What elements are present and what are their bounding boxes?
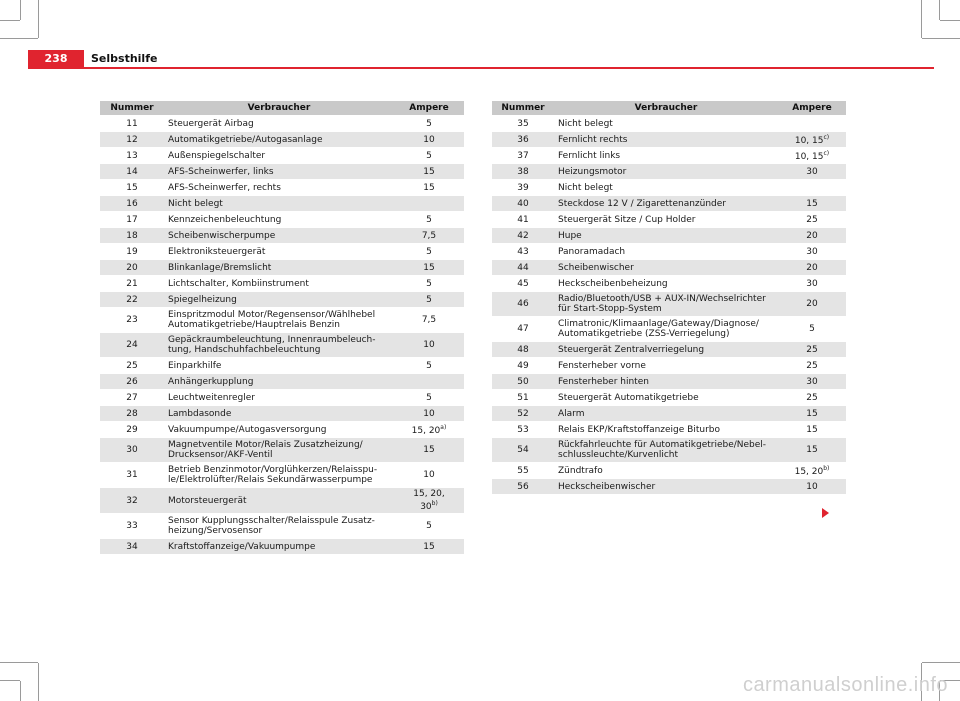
fuse-number: 30 (100, 438, 164, 462)
fuse-load: Climatronic/Klimaanlage/Gateway/Diagnose/ Automatikgetriebe (ZSS-Verriegelung) (554, 317, 778, 341)
crop-mark (20, 681, 21, 701)
fuse-ampere (394, 148, 464, 163)
crop-mark (0, 662, 38, 663)
fuse-ampere (778, 244, 846, 259)
fuse-number: 54 (492, 438, 554, 462)
ampere-value: 25 (806, 344, 818, 355)
fuse-table-right (492, 100, 846, 495)
crop-mark (0, 20, 20, 21)
fuse-number: 20 (100, 260, 164, 275)
fuse-ampere (778, 212, 846, 227)
ampere-value: 5 (426, 246, 432, 257)
table-row (492, 438, 846, 462)
fuse-number: 22 (100, 292, 164, 307)
table-row (100, 164, 464, 179)
fuse-ampere (778, 132, 846, 147)
fuse-ampere (778, 164, 846, 179)
fuse-number: 47 (492, 317, 554, 341)
fuse-number: 48 (492, 342, 554, 357)
ampere-value: 10 (423, 134, 435, 145)
fuse-number: 28 (100, 406, 164, 421)
fuse-ampere (778, 390, 846, 405)
ampere-value: 15 (806, 424, 818, 435)
fuse-ampere (394, 406, 464, 421)
fuse-load: Scheibenwischer (554, 260, 778, 275)
fuse-number: 23 (100, 308, 164, 332)
table-row (100, 276, 464, 291)
fuse-load: Rückfahrleuchte für Automatikgetriebe/Nebel- schlussleuchte/Kurvenlicht (554, 438, 778, 462)
header-rule (28, 67, 934, 69)
table-row (492, 463, 846, 478)
ampere-value: 15 (423, 445, 435, 455)
fuse-ampere (778, 422, 846, 437)
table-row (492, 260, 846, 275)
ampere-value: 30 (806, 278, 818, 289)
fuse-load: Steuergerät Sitze / Cup Holder (554, 212, 778, 227)
footnote-marker: c) (823, 150, 830, 157)
fuse-number: 17 (100, 212, 164, 227)
fuse-load: Vakuumpumpe/Autogasversorgung (164, 422, 394, 437)
fuse-load: Blinkanlage/Bremslicht (164, 260, 394, 275)
crop-mark (0, 680, 20, 681)
table-row (100, 244, 464, 259)
table-row (492, 132, 846, 147)
fuse-load: Leuchtweitenregler (164, 390, 394, 405)
fuse-number: 35 (492, 116, 554, 131)
table-row (492, 244, 846, 259)
crop-mark (940, 20, 960, 21)
fuse-ampere (394, 116, 464, 131)
ampere-value: 15 (423, 166, 435, 177)
table-row (100, 539, 464, 554)
fuse-ampere (394, 374, 464, 389)
fuse-ampere (394, 488, 464, 513)
table-row (100, 514, 464, 538)
fuse-number: 52 (492, 406, 554, 421)
fuse-load: Steckdose 12 V / Zigarettenanzünder (554, 196, 778, 211)
ampere-value: 15, 20 (411, 426, 441, 436)
ampere-value: 25 (806, 360, 818, 371)
ampere-value: 5 (426, 118, 432, 129)
fuse-load: Magnetventile Motor/Relais Zusatzheizung/ Drucksensor/AKF-Ventil (164, 438, 394, 462)
fuse-load: Hupe (554, 228, 778, 243)
table-row (100, 180, 464, 195)
crop-mark (921, 0, 922, 38)
fuse-number: 53 (492, 422, 554, 437)
fuse-number: 43 (492, 244, 554, 259)
ampere-value: 20 (806, 230, 818, 241)
fuse-ampere (778, 196, 846, 211)
fuse-ampere (394, 463, 464, 487)
ampere-value: 15, 20 (794, 467, 824, 477)
table-row (100, 358, 464, 373)
fuse-ampere (394, 390, 464, 405)
fuse-number: 51 (492, 390, 554, 405)
fuse-ampere (394, 212, 464, 227)
fuse-load: Radio/Bluetooth/USB + AUX-IN/Wechselrichter für Start-Stopp-System (554, 292, 778, 316)
fuse-ampere (394, 422, 464, 437)
ampere-value: 7,5 (421, 230, 437, 241)
ampere-value: 15 (806, 408, 818, 419)
ampere-value: 7,5 (421, 315, 437, 325)
table-row (492, 342, 846, 357)
crop-mark (38, 663, 39, 701)
ampere-value: 5 (426, 392, 432, 403)
fuse-load: Zündtrafo (554, 463, 778, 478)
fuse-number: 40 (492, 196, 554, 211)
fuse-number: 24 (100, 333, 164, 357)
table-row (492, 292, 846, 316)
fuse-load: Heckscheibenwischer (554, 479, 778, 494)
crop-mark (922, 38, 960, 39)
fuse-number: 56 (492, 479, 554, 494)
fuse-load: Panoramadach (554, 244, 778, 259)
footnote-marker: c) (823, 134, 830, 141)
ampere-value: 10, 15 (794, 152, 824, 162)
table-row (100, 333, 464, 357)
fuse-load: Heckscheibenbeheizung (554, 276, 778, 291)
fuse-number: 44 (492, 260, 554, 275)
table-row (492, 390, 846, 405)
fuse-number: 32 (100, 488, 164, 513)
fuse-load: Lambdasonde (164, 406, 394, 421)
fuse-number: 31 (100, 463, 164, 487)
ampere-value: 10, 15 (794, 136, 824, 146)
table-row (100, 260, 464, 275)
fuse-load: Steuergerät Automatikgetriebe (554, 390, 778, 405)
table-row (100, 196, 464, 211)
fuse-load: Heizungsmotor (554, 164, 778, 179)
crop-mark (20, 0, 21, 20)
fuse-number: 34 (100, 539, 164, 554)
ampere-value: 5 (809, 324, 815, 334)
triangle-right-icon (822, 508, 829, 518)
fuse-load: Anhängerkupplung (164, 374, 394, 389)
fuse-number: 25 (100, 358, 164, 373)
ampere-value: 20 (806, 262, 818, 273)
fuse-load: Steuergerät Zentralverriegelung (554, 342, 778, 357)
fuse-number: 45 (492, 276, 554, 291)
table-row (492, 228, 846, 243)
fuse-ampere (778, 438, 846, 462)
fuse-load: Spiegelheizung (164, 292, 394, 307)
crop-mark (922, 662, 960, 663)
ampere-value: 15 (806, 445, 818, 455)
fuse-number: 41 (492, 212, 554, 227)
fuse-ampere (778, 180, 846, 195)
table-row (492, 422, 846, 437)
fuse-ampere (778, 292, 846, 316)
fuse-ampere (778, 276, 846, 291)
fuse-load: Fernlicht links (554, 148, 778, 163)
table-row (100, 292, 464, 307)
fuse-ampere (394, 228, 464, 243)
fuse-number: 21 (100, 276, 164, 291)
fuse-ampere (394, 438, 464, 462)
fuse-ampere (778, 358, 846, 373)
ampere-value: 5 (426, 150, 432, 161)
table-row (492, 374, 846, 389)
fuse-load: AFS-Scheinwerfer, rechts (164, 180, 394, 195)
fuse-load: Elektroniksteuergerät (164, 244, 394, 259)
table-row (100, 374, 464, 389)
ampere-value: 10 (423, 470, 435, 480)
fuse-ampere (394, 164, 464, 179)
fuse-load: Nicht belegt (164, 196, 394, 211)
fuse-number: 39 (492, 180, 554, 195)
ampere-value: 20 (806, 299, 818, 309)
table-row (492, 164, 846, 179)
ampere-value: 25 (806, 214, 818, 225)
ampere-value: 25 (806, 392, 818, 403)
table-row (100, 116, 464, 131)
fuse-load: Motorsteuergerät (164, 488, 394, 513)
table-row (492, 196, 846, 211)
fuse-number: 26 (100, 374, 164, 389)
table-row (492, 212, 846, 227)
fuse-number: 33 (100, 514, 164, 538)
fuse-load: Einparkhilfe (164, 358, 394, 373)
ampere-value: 15 (806, 198, 818, 209)
column-header-load: Verbraucher (164, 101, 394, 115)
footnote-marker: b) (823, 465, 830, 472)
ampere-value: 15, 20, 30 (413, 489, 445, 512)
fuse-ampere (394, 358, 464, 373)
ampere-value: 15 (423, 262, 435, 273)
table-row (492, 180, 846, 195)
fuse-number: 37 (492, 148, 554, 163)
table-row (100, 212, 464, 227)
table-row (492, 358, 846, 373)
table-header-row (492, 101, 846, 115)
table-row (100, 132, 464, 147)
fuse-number: 27 (100, 390, 164, 405)
fuse-number: 15 (100, 180, 164, 195)
fuse-load: Einspritzmodul Motor/Regensensor/Wählhebel Automatikgetriebe/Hauptrelais Benzin (164, 308, 394, 332)
ampere-value: 5 (426, 214, 432, 225)
fuse-load: Fensterheber vorne (554, 358, 778, 373)
fuse-number: 55 (492, 463, 554, 478)
fuse-load: Fensterheber hinten (554, 374, 778, 389)
ampere-value: 5 (426, 294, 432, 305)
crop-mark (0, 38, 38, 39)
fuse-table-left (100, 100, 464, 555)
footnote-marker: a) (440, 424, 447, 431)
ampere-value: 15 (423, 182, 435, 193)
fuse-number: 11 (100, 116, 164, 131)
table-row (100, 390, 464, 405)
table-row (100, 422, 464, 437)
column-header-ampere: Ampere (778, 101, 846, 115)
column-header-number: Nummer (492, 101, 554, 115)
column-header-load: Verbraucher (554, 101, 778, 115)
table-row (492, 276, 846, 291)
fuse-number: 12 (100, 132, 164, 147)
fuse-ampere (394, 276, 464, 291)
fuse-ampere (778, 342, 846, 357)
fuse-load: Automatikgetriebe/Autogasanlage (164, 132, 394, 147)
fuse-number: 14 (100, 164, 164, 179)
footnote-marker: b) (431, 500, 438, 507)
fuse-load: Außenspiegelschalter (164, 148, 394, 163)
fuse-ampere (394, 244, 464, 259)
table-row (100, 463, 464, 487)
fuse-number: 13 (100, 148, 164, 163)
ampere-value: 15 (423, 541, 435, 552)
table-row (100, 148, 464, 163)
fuse-number: 16 (100, 196, 164, 211)
fuse-load: Gepäckraumbeleuchtung, Innenraumbeleuch- tung, Handschuhfachbeleuchtung (164, 333, 394, 357)
ampere-value: 5 (426, 278, 432, 289)
ampere-value: 30 (806, 376, 818, 387)
fuse-load: Relais EKP/Kraftstoffanzeige Biturbo (554, 422, 778, 437)
fuse-ampere (778, 406, 846, 421)
table-row (492, 116, 846, 131)
table-row (492, 479, 846, 494)
table-row (100, 308, 464, 332)
table-header-row (100, 101, 464, 115)
column-header-number: Nummer (100, 101, 164, 115)
table-row (100, 488, 464, 513)
fuse-load: Lichtschalter, Kombiinstrument (164, 276, 394, 291)
fuse-number: 46 (492, 292, 554, 316)
page-number: 238 (28, 50, 84, 67)
fuse-ampere (778, 463, 846, 478)
fuse-number: 29 (100, 422, 164, 437)
fuse-ampere (394, 260, 464, 275)
fuse-ampere (778, 260, 846, 275)
ampere-value: 30 (806, 166, 818, 177)
table-row (100, 438, 464, 462)
table-row (100, 228, 464, 243)
fuse-ampere (394, 514, 464, 538)
fuse-load: Kraftstoffanzeige/Vakuumpumpe (164, 539, 394, 554)
fuse-ampere (394, 308, 464, 332)
fuse-number: 42 (492, 228, 554, 243)
fuse-ampere (394, 196, 464, 211)
fuse-load: Kennzeichenbeleuchtung (164, 212, 394, 227)
table-row (492, 148, 846, 163)
fuse-ampere (778, 228, 846, 243)
fuse-load: Betrieb Benzinmotor/Vorglühkerzen/Relaisspu- le/Elektrolüfter/Relais Sekundärwasserpumpe (164, 463, 394, 487)
fuse-ampere (394, 132, 464, 147)
fuse-ampere (778, 374, 846, 389)
fuse-number: 49 (492, 358, 554, 373)
fuse-ampere (394, 292, 464, 307)
column-header-ampere: Ampere (394, 101, 464, 115)
fuse-ampere (394, 180, 464, 195)
fuse-ampere (778, 479, 846, 494)
table-row (492, 406, 846, 421)
fuse-load: Fernlicht rechts (554, 132, 778, 147)
ampere-value: 5 (426, 360, 432, 371)
ampere-value: 10 (423, 340, 435, 350)
fuse-ampere (778, 148, 846, 163)
ampere-value: 30 (806, 246, 818, 257)
fuse-load: Scheibenwischerpumpe (164, 228, 394, 243)
fuse-load: Nicht belegt (554, 116, 778, 131)
fuse-number: 19 (100, 244, 164, 259)
fuse-number: 50 (492, 374, 554, 389)
crop-mark (38, 0, 39, 38)
fuse-number: 38 (492, 164, 554, 179)
fuse-load: Sensor Kupplungsschalter/Relaisspule Zusatz- heizung/Servosensor (164, 514, 394, 538)
fuse-load: Nicht belegt (554, 180, 778, 195)
fuse-number: 36 (492, 132, 554, 147)
fuse-ampere (394, 539, 464, 554)
fuse-number: 18 (100, 228, 164, 243)
section-title: Selbsthilfe (91, 52, 158, 65)
fuse-ampere (778, 317, 846, 341)
crop-mark (939, 0, 940, 20)
watermark: carmanualsonline.info (742, 674, 948, 696)
ampere-value: 10 (806, 481, 818, 492)
fuse-load: AFS-Scheinwerfer, links (164, 164, 394, 179)
table-row (492, 317, 846, 341)
fuse-load: Alarm (554, 406, 778, 421)
ampere-value: 10 (423, 408, 435, 419)
fuse-ampere (778, 116, 846, 131)
ampere-value: 5 (426, 521, 432, 531)
fuse-ampere (394, 333, 464, 357)
table-row (100, 406, 464, 421)
fuse-load: Steuergerät Airbag (164, 116, 394, 131)
